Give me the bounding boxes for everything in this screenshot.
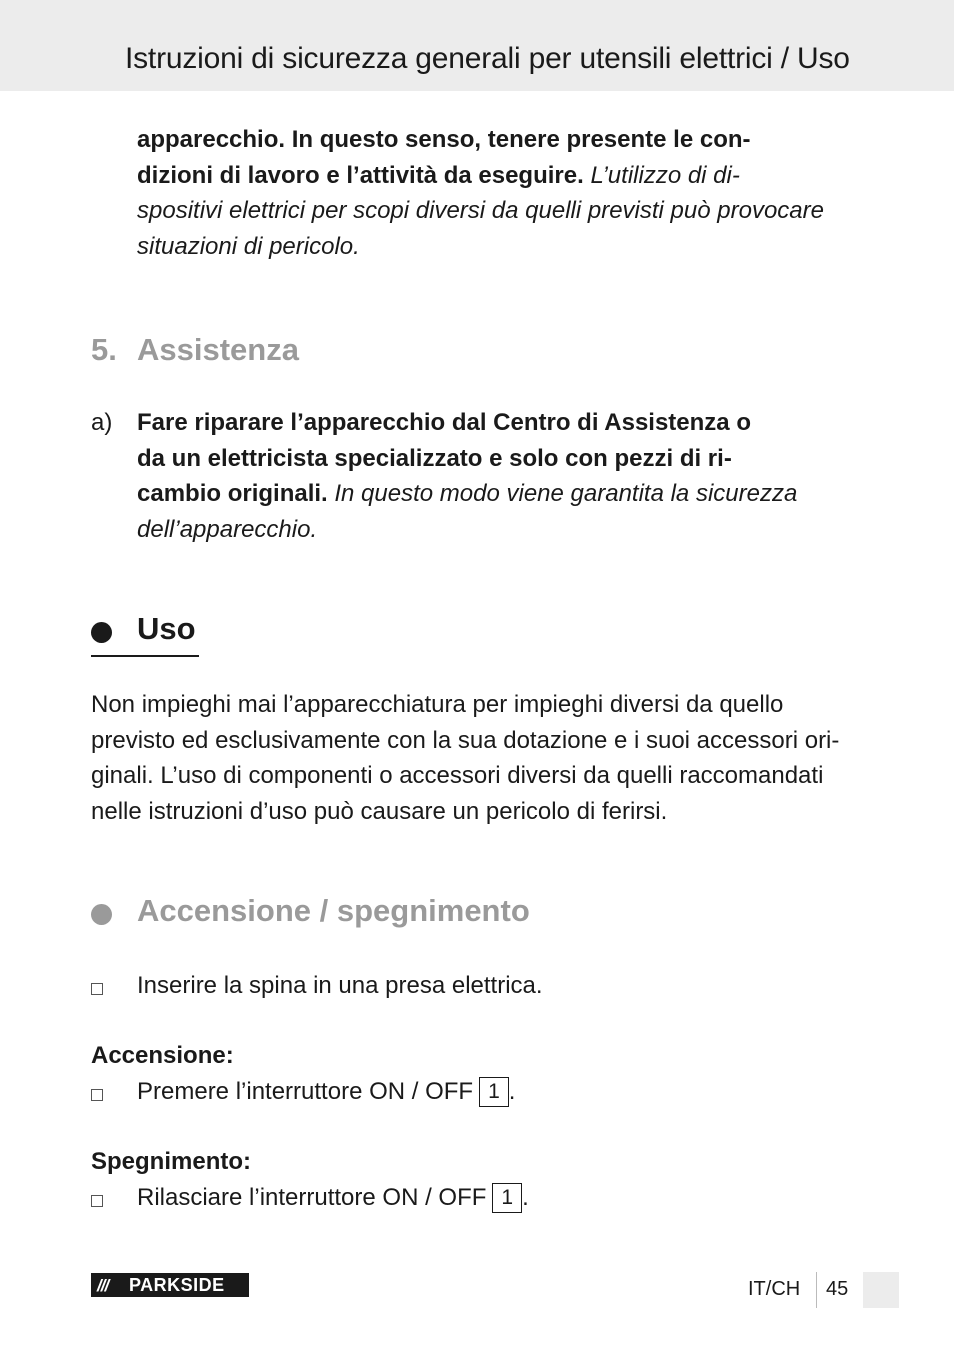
step-text: Premere l’interruttore ON / OFF [137,1078,474,1105]
bullet-icon [91,904,112,925]
intro-line1: apparecchio. In questo senso, tenere presente le con- [137,126,751,153]
step-text: Rilasciare l’interruttore ON / OFF [137,1184,487,1211]
uso-line3: ginali. L’uso di componenti o accessori diversi da quelli raccomandati [91,762,824,789]
checkbox-icon [91,1089,103,1101]
item-a-line2: da un elettricista specializzato e solo con pezzi di ri- [137,444,732,472]
item-a-line1: Fare riparare l’apparecchio dal Centro di Assistenza o [137,409,751,436]
footer-divider [816,1272,817,1308]
period: . [522,1184,529,1211]
spegnimento-label: Spegnimento: [91,1148,251,1175]
ref-number-box: 1 [492,1183,522,1213]
uso-title: Uso [137,611,196,646]
page-title: Istruzioni di sicurezza generali per utensili elettrici / Uso [125,42,850,75]
list-item-a [137,405,877,547]
step-text-wrap [137,1078,515,1108]
uso-line4: nelle istruzioni d’uso può causare un pericolo di ferirsi. [91,797,668,825]
intro-line4: situazioni di pericolo. [137,232,360,260]
section-title: Assistenza [137,332,299,367]
section-heading-uso [91,613,199,657]
accensione-label: Accensione: [91,1042,234,1069]
checkbox-icon [91,1195,103,1207]
locale-label: IT/CH [748,1278,801,1300]
uso-paragraph [91,687,881,829]
logo-text: PARKSIDE [129,1275,225,1295]
item-a-line3-italic: In questo modo viene garantita la sicurezza [327,480,798,507]
parkside-logo [91,1273,249,1297]
list-item-a-marker: a) [91,409,113,436]
intro-line3: spositivi elettrici per scopi diversi da quelli previsti può provocare [137,197,824,224]
step-text: Inserire la spina in una presa elettrica. [137,972,543,999]
intro-line2-italic: L’utilizzo di di- [583,161,740,189]
ref-number-box: 1 [479,1077,509,1107]
page-number: 45 [826,1278,849,1300]
section-heading-assistenza [91,332,299,368]
accensione-title: Accensione / spegnimento [137,893,530,928]
intro-line2-bold: dizioni di lavoro e l’attività da eseguire. [137,161,584,189]
period: . [508,1078,516,1105]
item-a-line3-bold: cambio originali. [137,480,328,507]
intro-paragraph [137,122,877,264]
uso-line1: Non impieghi mai l’apparecchiatura per impieghi diversi da quello [91,691,784,718]
page-header [0,0,954,91]
item-a-line4: dell’apparecchio. [137,515,318,543]
uso-line2: previsto ed esclusivamente con la sua dotazione e i suoi accessori ori- [91,726,840,754]
checkbox-icon [91,983,103,995]
section-number: 5. [91,332,117,367]
footer-grey-box [863,1272,899,1308]
bullet-icon [91,622,112,643]
step-text-wrap [137,1184,529,1214]
logo-stripes: /// [97,1276,109,1295]
